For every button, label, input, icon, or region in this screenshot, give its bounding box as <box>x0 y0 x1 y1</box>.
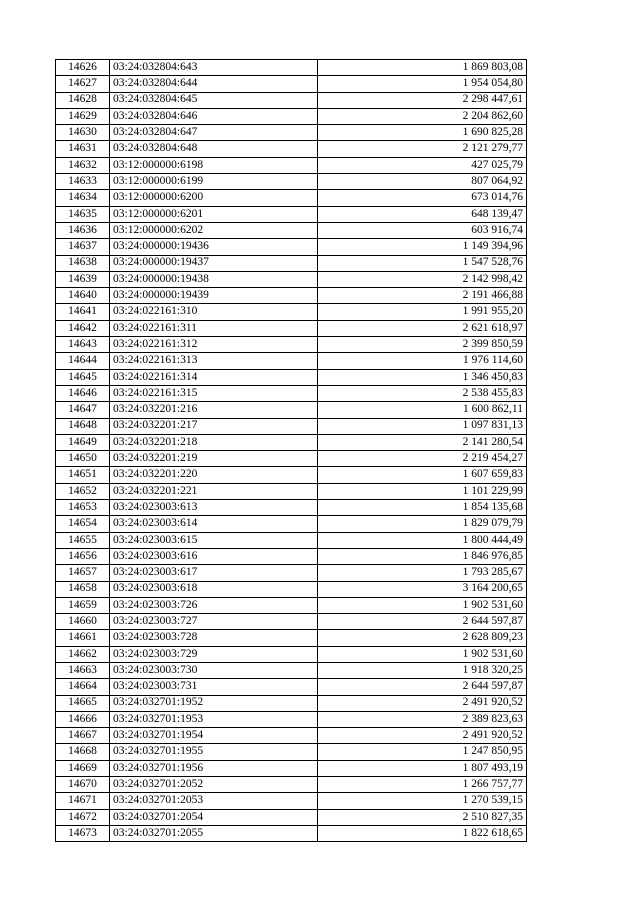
cadastral-value-cell: 2 298 447,61 <box>318 92 527 108</box>
table-row <box>56 320 527 336</box>
cadastral-value-cell: 1 976 114,60 <box>318 353 527 369</box>
cadastral-number-cell: 03:24:032201:218 <box>110 434 318 450</box>
row-number-cell: 14645 <box>56 369 110 385</box>
row-number-cell: 14658 <box>56 581 110 597</box>
table-row <box>56 402 527 418</box>
cadastral-value-cell: 2 121 279,77 <box>318 141 527 157</box>
cadastral-number-cell: 03:24:000000:19436 <box>110 239 318 255</box>
row-number-cell: 14633 <box>56 174 110 190</box>
cadastral-value-cell: 2 628 809,23 <box>318 630 527 646</box>
row-number-cell: 14670 <box>56 777 110 793</box>
cadastral-value-cell: 1 822 618,65 <box>318 825 527 841</box>
table-body <box>56 60 527 842</box>
row-number-cell: 14630 <box>56 125 110 141</box>
cadastral-value-cell: 1 846 976,85 <box>318 548 527 564</box>
cadastral-number-cell: 03:24:032804:644 <box>110 76 318 92</box>
cadastral-value-cell: 2 538 455,83 <box>318 385 527 401</box>
row-number-cell: 14650 <box>56 451 110 467</box>
row-number-cell: 14643 <box>56 337 110 353</box>
cadastral-value-cell: 1 793 285,67 <box>318 565 527 581</box>
row-number-cell: 14626 <box>56 60 110 76</box>
row-number-cell: 14632 <box>56 157 110 173</box>
cadastral-number-cell: 03:24:022161:315 <box>110 385 318 401</box>
row-number-cell: 14662 <box>56 646 110 662</box>
cadastral-number-cell: 03:24:023003:727 <box>110 614 318 630</box>
cadastral-number-cell: 03:24:022161:311 <box>110 320 318 336</box>
cadastral-value-cell: 2 142 998,42 <box>318 271 527 287</box>
cadastral-number-cell: 03:24:023003:726 <box>110 597 318 613</box>
cadastral-value-table <box>55 59 527 842</box>
cadastral-value-cell: 1 266 757,77 <box>318 777 527 793</box>
table-row <box>56 614 527 630</box>
cadastral-value-cell: 2 644 597,87 <box>318 679 527 695</box>
cadastral-number-cell: 03:24:032701:2054 <box>110 809 318 825</box>
cadastral-value-cell: 1 854 135,68 <box>318 500 527 516</box>
cadastral-number-cell: 03:24:032701:2052 <box>110 777 318 793</box>
cadastral-number-cell: 03:24:032201:220 <box>110 467 318 483</box>
table-row <box>56 744 527 760</box>
cadastral-number-cell: 03:24:032701:2055 <box>110 825 318 841</box>
table-row <box>56 777 527 793</box>
table-row <box>56 711 527 727</box>
table-row <box>56 108 527 124</box>
cadastral-number-cell: 03:24:032701:2053 <box>110 793 318 809</box>
table-row <box>56 239 527 255</box>
table-row <box>56 825 527 841</box>
table-row <box>56 548 527 564</box>
row-number-cell: 14634 <box>56 190 110 206</box>
row-number-cell: 14642 <box>56 320 110 336</box>
table-row <box>56 157 527 173</box>
row-number-cell: 14663 <box>56 662 110 678</box>
table-row <box>56 516 527 532</box>
cadastral-value-cell: 1 101 229,99 <box>318 483 527 499</box>
row-number-cell: 14652 <box>56 483 110 499</box>
cadastral-number-cell: 03:24:032804:645 <box>110 92 318 108</box>
row-number-cell: 14665 <box>56 695 110 711</box>
cadastral-number-cell: 03:24:023003:617 <box>110 565 318 581</box>
cadastral-number-cell: 03:24:023003:728 <box>110 630 318 646</box>
table-row <box>56 793 527 809</box>
table-row <box>56 451 527 467</box>
cadastral-value-cell: 1 902 531,60 <box>318 597 527 613</box>
cadastral-value-cell: 2 621 618,97 <box>318 320 527 336</box>
cadastral-value-cell: 427 025,79 <box>318 157 527 173</box>
cadastral-number-cell: 03:12:000000:6202 <box>110 222 318 238</box>
row-number-cell: 14669 <box>56 760 110 776</box>
cadastral-value-cell: 1 807 493,19 <box>318 760 527 776</box>
cadastral-value-cell: 1 600 862,11 <box>318 402 527 418</box>
row-number-cell: 14651 <box>56 467 110 483</box>
row-number-cell: 14644 <box>56 353 110 369</box>
cadastral-value-cell: 2 389 823,63 <box>318 711 527 727</box>
row-number-cell: 14666 <box>56 711 110 727</box>
cadastral-value-cell: 603 916,74 <box>318 222 527 238</box>
table-row <box>56 483 527 499</box>
table-row <box>56 255 527 271</box>
cadastral-value-cell: 2 204 862,60 <box>318 108 527 124</box>
row-number-cell: 14660 <box>56 614 110 630</box>
cadastral-value-cell: 807 064,92 <box>318 174 527 190</box>
table-row <box>56 418 527 434</box>
cadastral-value-cell: 673 014,76 <box>318 190 527 206</box>
row-number-cell: 14649 <box>56 434 110 450</box>
table-row <box>56 695 527 711</box>
cadastral-value-cell: 1 097 831,13 <box>318 418 527 434</box>
cadastral-value-cell: 2 644 597,87 <box>318 614 527 630</box>
table-row <box>56 304 527 320</box>
cadastral-number-cell: 03:24:032701:1952 <box>110 695 318 711</box>
row-number-cell: 14664 <box>56 679 110 695</box>
table-row <box>56 662 527 678</box>
cadastral-number-cell: 03:12:000000:6200 <box>110 190 318 206</box>
cadastral-number-cell: 03:24:032701:1956 <box>110 760 318 776</box>
cadastral-value-cell: 1 918 320,25 <box>318 662 527 678</box>
cadastral-number-cell: 03:24:022161:310 <box>110 304 318 320</box>
row-number-cell: 14661 <box>56 630 110 646</box>
cadastral-number-cell: 03:24:032201:219 <box>110 451 318 467</box>
cadastral-value-cell: 2 491 920,52 <box>318 728 527 744</box>
table-row <box>56 125 527 141</box>
cadastral-number-cell: 03:24:032804:646 <box>110 108 318 124</box>
cadastral-value-cell: 1 247 850,95 <box>318 744 527 760</box>
cadastral-value-cell: 2 399 850,59 <box>318 337 527 353</box>
cadastral-value-cell: 2 510 827,35 <box>318 809 527 825</box>
table-row <box>56 174 527 190</box>
cadastral-number-cell: 03:24:000000:19439 <box>110 288 318 304</box>
cadastral-number-cell: 03:24:023003:614 <box>110 516 318 532</box>
cadastral-number-cell: 03:24:032701:1953 <box>110 711 318 727</box>
row-number-cell: 14655 <box>56 532 110 548</box>
cadastral-value-cell: 2 219 454,27 <box>318 451 527 467</box>
row-number-cell: 14659 <box>56 597 110 613</box>
row-number-cell: 14672 <box>56 809 110 825</box>
cadastral-number-cell: 03:24:023003:615 <box>110 532 318 548</box>
cadastral-value-cell: 1 270 539,15 <box>318 793 527 809</box>
table-row <box>56 190 527 206</box>
row-number-cell: 14641 <box>56 304 110 320</box>
row-number-cell: 14667 <box>56 728 110 744</box>
table-row <box>56 565 527 581</box>
cadastral-value-cell: 1 991 955,20 <box>318 304 527 320</box>
row-number-cell: 14638 <box>56 255 110 271</box>
cadastral-number-cell: 03:24:032201:216 <box>110 402 318 418</box>
cadastral-number-cell: 03:24:023003:730 <box>110 662 318 678</box>
table-row <box>56 337 527 353</box>
cadastral-value-cell: 1 800 444,49 <box>318 532 527 548</box>
table-row <box>56 288 527 304</box>
table-row <box>56 206 527 222</box>
cadastral-number-cell: 03:24:023003:616 <box>110 548 318 564</box>
row-number-cell: 14646 <box>56 385 110 401</box>
cadastral-value-cell: 1 902 531,60 <box>318 646 527 662</box>
table-row <box>56 679 527 695</box>
row-number-cell: 14627 <box>56 76 110 92</box>
row-number-cell: 14648 <box>56 418 110 434</box>
table-row <box>56 630 527 646</box>
cadastral-value-cell: 3 164 200,65 <box>318 581 527 597</box>
table-row <box>56 809 527 825</box>
row-number-cell: 14673 <box>56 825 110 841</box>
table-row <box>56 222 527 238</box>
cadastral-number-cell: 03:12:000000:6198 <box>110 157 318 173</box>
table-row <box>56 60 527 76</box>
cadastral-number-cell: 03:24:032701:1954 <box>110 728 318 744</box>
cadastral-value-cell: 1 607 659,83 <box>318 467 527 483</box>
row-number-cell: 14653 <box>56 500 110 516</box>
table-row <box>56 581 527 597</box>
cadastral-value-cell: 2 491 920,52 <box>318 695 527 711</box>
table-row <box>56 760 527 776</box>
row-number-cell: 14668 <box>56 744 110 760</box>
row-number-cell: 14636 <box>56 222 110 238</box>
table-row <box>56 76 527 92</box>
cadastral-number-cell: 03:24:032201:217 <box>110 418 318 434</box>
cadastral-value-cell: 1 547 528,76 <box>318 255 527 271</box>
row-number-cell: 14629 <box>56 108 110 124</box>
cadastral-number-cell: 03:24:000000:19438 <box>110 271 318 287</box>
row-number-cell: 14631 <box>56 141 110 157</box>
table-row <box>56 92 527 108</box>
cadastral-number-cell: 03:24:023003:618 <box>110 581 318 597</box>
row-number-cell: 14647 <box>56 402 110 418</box>
cadastral-number-cell: 03:24:023003:729 <box>110 646 318 662</box>
cadastral-number-cell: 03:24:032701:1955 <box>110 744 318 760</box>
cadastral-number-cell: 03:24:032804:647 <box>110 125 318 141</box>
cadastral-value-cell: 1 346 450,83 <box>318 369 527 385</box>
cadastral-number-cell: 03:24:022161:312 <box>110 337 318 353</box>
cadastral-value-cell: 2 191 466,88 <box>318 288 527 304</box>
table-row <box>56 271 527 287</box>
cadastral-number-cell: 03:12:000000:6199 <box>110 174 318 190</box>
table-row <box>56 728 527 744</box>
cadastral-number-cell: 03:24:023003:613 <box>110 500 318 516</box>
table-row <box>56 467 527 483</box>
cadastral-value-cell: 1 954 054,80 <box>318 76 527 92</box>
row-number-cell: 14635 <box>56 206 110 222</box>
cadastral-value-cell: 1 690 825,28 <box>318 125 527 141</box>
cadastral-number-cell: 03:24:022161:314 <box>110 369 318 385</box>
cadastral-number-cell: 03:24:022161:313 <box>110 353 318 369</box>
table-row <box>56 141 527 157</box>
cadastral-value-cell: 2 141 280,54 <box>318 434 527 450</box>
cadastral-number-cell: 03:24:032804:643 <box>110 60 318 76</box>
cadastral-value-cell: 1 869 803,08 <box>318 60 527 76</box>
table-row <box>56 353 527 369</box>
row-number-cell: 14628 <box>56 92 110 108</box>
cadastral-value-cell: 1 149 394,96 <box>318 239 527 255</box>
row-number-cell: 14639 <box>56 271 110 287</box>
cadastral-number-cell: 03:24:023003:731 <box>110 679 318 695</box>
row-number-cell: 14637 <box>56 239 110 255</box>
cadastral-number-cell: 03:12:000000:6201 <box>110 206 318 222</box>
table-row <box>56 646 527 662</box>
table-row <box>56 597 527 613</box>
row-number-cell: 14656 <box>56 548 110 564</box>
table-row <box>56 500 527 516</box>
table-row <box>56 532 527 548</box>
cadastral-number-cell: 03:24:032804:648 <box>110 141 318 157</box>
row-number-cell: 14640 <box>56 288 110 304</box>
cadastral-value-cell: 1 829 079,79 <box>318 516 527 532</box>
row-number-cell: 14671 <box>56 793 110 809</box>
row-number-cell: 14657 <box>56 565 110 581</box>
row-number-cell: 14654 <box>56 516 110 532</box>
table-row <box>56 385 527 401</box>
table-row <box>56 434 527 450</box>
cadastral-number-cell: 03:24:032201:221 <box>110 483 318 499</box>
cadastral-value-cell: 648 139,47 <box>318 206 527 222</box>
cadastral-number-cell: 03:24:000000:19437 <box>110 255 318 271</box>
table-row <box>56 369 527 385</box>
